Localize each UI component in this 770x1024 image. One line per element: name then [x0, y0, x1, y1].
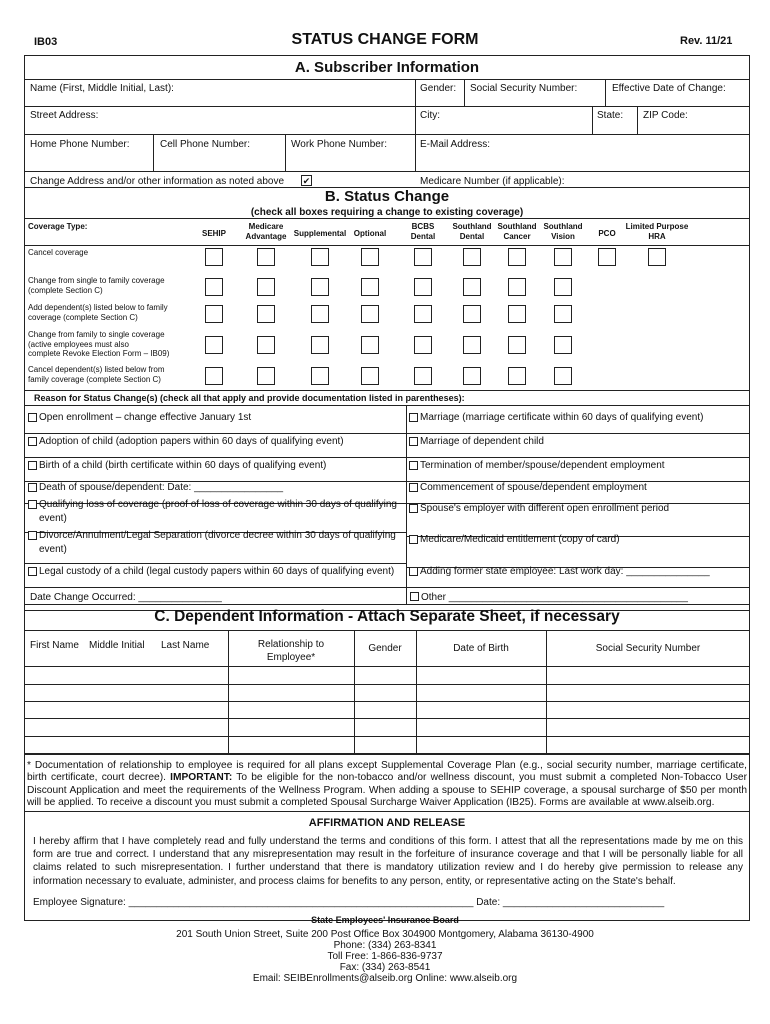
col-first-name: First Name — [30, 640, 79, 651]
state-label: State: — [597, 110, 624, 121]
zip-label: ZIP Code: — [643, 110, 688, 121]
reason-checkbox[interactable] — [409, 567, 418, 576]
coverage-checkbox[interactable] — [414, 278, 432, 296]
reason-right-label: Marriage (marriage certificate within 60 days of qualifying event) — [420, 412, 704, 423]
city-label: City: — [420, 110, 440, 121]
reason-checkbox[interactable] — [409, 461, 418, 470]
coverage-checkbox[interactable] — [311, 336, 329, 354]
coverage-col-header-line2: HRA — [648, 232, 666, 241]
coverage-checkbox[interactable] — [463, 336, 481, 354]
coverage-checkbox[interactable] — [361, 248, 379, 266]
footer-address: 201 South Union Street, Suite 200 Post Office Box 304900 Montgomery, Alabama 36130-4900 — [176, 929, 594, 940]
other-label: Other ___________________________________________ — [421, 592, 688, 603]
reason-left-label: Adoption of child (adoption papers within 60 days of qualifying event) — [39, 436, 344, 447]
reason-checkbox[interactable] — [28, 413, 37, 422]
email-label: E-Mail Address: — [420, 139, 491, 150]
footer-org: State Employees' Insurance Board — [311, 915, 459, 925]
coverage-col-header-line2: SEHIP — [201, 229, 226, 238]
col-dob: Date of Birth — [453, 643, 509, 654]
footer-tollfree: Toll Free: 1-866-836-9737 — [327, 951, 443, 962]
section-a-title: A. Subscriber Information — [294, 59, 480, 76]
coverage-checkbox[interactable] — [361, 367, 379, 385]
reason-checkbox[interactable] — [28, 567, 37, 576]
important-label: IMPORTANT: — [170, 772, 233, 784]
coverage-checkbox[interactable] — [463, 248, 481, 266]
important-text: To be eligible for the non-tobacco and/or wellness discount, you must submit a completed Non-Tobacco User Discount Application and meet the requirements of the Wellness Program. When adding a spouse to SEHIP coverage, a spousal surcharge of $50 per month will be applied. To receive a discount you must submit a completed Spousal Surcharge Waiver Application (IB25). Forms are available at www.alseib.org. — [27, 772, 747, 808]
coverage-checkbox[interactable] — [361, 336, 379, 354]
home-phone-label: Home Phone Number: — [30, 139, 130, 150]
reason-right-label: Commencement of spouse/dependent employment — [420, 482, 647, 493]
section-b-title: B. Status Change — [324, 188, 450, 205]
reason-right-label: Spouse's employer with different open enrollment period — [420, 503, 670, 514]
coverage-col-header-line1: BCBS — [411, 222, 435, 231]
name-label: Name (First, Middle Initial, Last): — [30, 83, 174, 94]
reason-checkbox[interactable] — [409, 483, 418, 492]
coverage-checkbox[interactable] — [414, 305, 432, 323]
medicare-label: Medicare Number (if applicable): — [420, 176, 565, 187]
coverage-col-header-line2: Vision — [551, 232, 575, 241]
coverage-checkbox[interactable] — [257, 336, 275, 354]
coverage-checkbox[interactable] — [414, 336, 432, 354]
form-title: STATUS CHANGE FORM — [291, 31, 479, 48]
coverage-col-header-line2: Optional — [353, 229, 387, 238]
effective-date-label: Effective Date of Change: — [612, 83, 726, 94]
coverage-type-label: Coverage Type: — [28, 222, 88, 231]
coverage-row-label: Add dependent(s) listed below to family — [28, 303, 168, 312]
coverage-row-label: complete Revoke Election Form – IB09) — [28, 349, 170, 358]
coverage-col-header-line2: PCO — [598, 229, 616, 238]
coverage-col-header-line2: Cancer — [503, 232, 531, 241]
coverage-checkbox[interactable] — [554, 248, 572, 266]
reason-left-label: Open enrollment – change effective January 1st — [39, 412, 252, 423]
section-c-title: C. Dependent Information - Attach Separate Sheet, if necessary — [154, 608, 620, 625]
col-middle-initial: Middle Initial — [89, 640, 145, 651]
coverage-col-header-line1: Limited Purpose — [625, 222, 689, 231]
col-last-name: Last Name — [161, 640, 210, 651]
col-ssn: Social Security Number — [595, 643, 701, 654]
cell-phone-label: Cell Phone Number: — [160, 139, 251, 150]
col-relationship-1: Relationship to — [257, 639, 325, 650]
coverage-checkbox[interactable] — [508, 248, 526, 266]
coverage-checkbox[interactable] — [257, 278, 275, 296]
col-gender: Gender — [368, 643, 402, 654]
ssn-label: Social Security Number: — [470, 83, 578, 94]
coverage-row-label: Change from single to family coverage — [28, 276, 165, 285]
footnote-text: * Documentation of relationship to employee is required for all plans except Supplemental Coverage Plan (e.g., social security number, marriage certificate, birth certificate, court decree). — [27, 760, 747, 784]
coverage-col-header-line1: Southland — [543, 222, 583, 231]
reason-left-label: Qualifying loss of coverage (proof of loss of coverage within 30 days of qualifying — [39, 499, 397, 510]
coverage-checkbox[interactable] — [414, 367, 432, 385]
coverage-checkbox[interactable] — [554, 305, 572, 323]
coverage-col-header-line1: Medicare — [248, 222, 284, 231]
street-label: Street Address: — [30, 110, 99, 121]
coverage-checkbox[interactable] — [205, 336, 223, 354]
section-c-frame — [24, 604, 750, 754]
coverage-col-header-line2: Dental — [459, 232, 485, 241]
footer-fax: Fax: (334) 263-8541 — [339, 962, 431, 973]
change-address-label: Change Address and/or other information as noted above — [30, 176, 285, 187]
coverage-checkbox[interactable] — [508, 278, 526, 296]
coverage-checkbox[interactable] — [508, 336, 526, 354]
coverage-row-label: family coverage (complete Section C) — [28, 374, 161, 384]
affirmation-title: AFFIRMATION AND RELEASE — [308, 817, 466, 829]
reason-checkbox[interactable] — [28, 437, 37, 446]
reason-checkbox[interactable] — [28, 483, 37, 492]
revision: Rev. 11/21 — [680, 35, 733, 47]
footnote-paragraph — [27, 760, 747, 809]
reason-left-label: event) — [39, 513, 67, 524]
reason-checkbox[interactable] — [409, 437, 418, 446]
reason-right-label: Termination of member/spouse/dependent employment — [420, 460, 665, 471]
coverage-checkbox[interactable] — [463, 367, 481, 385]
date-change-label: Date Change Occurred: _______________ — [30, 592, 222, 603]
col-relationship-2: Employee* — [266, 652, 316, 663]
coverage-checkbox[interactable] — [257, 248, 275, 266]
reason-checkbox[interactable] — [28, 461, 37, 470]
coverage-checkbox[interactable] — [463, 305, 481, 323]
reason-checkbox[interactable] — [409, 535, 418, 544]
signature-line[interactable]: Employee Signature: ______________________________________________________________ Date: _____________________________ — [33, 897, 665, 908]
coverage-checkbox[interactable] — [508, 305, 526, 323]
coverage-row-label: coverage (complete Section C) — [28, 312, 138, 322]
coverage-checkbox[interactable] — [554, 336, 572, 354]
form-id: IB03 — [34, 36, 58, 48]
coverage-col-header-line2: Dental — [410, 232, 436, 241]
coverage-checkbox[interactable] — [463, 278, 481, 296]
change-address-checkbox[interactable]: ✔ — [302, 176, 311, 186]
section-b-subtitle: (check all boxes requiring a change to existing coverage) — [250, 207, 524, 218]
coverage-checkbox[interactable] — [311, 367, 329, 385]
coverage-checkbox[interactable] — [311, 305, 329, 323]
coverage-checkbox[interactable] — [311, 278, 329, 296]
reason-left-label: Death of spouse/dependent: Date: ________________ — [39, 482, 284, 493]
reason-checkbox[interactable] — [409, 413, 418, 422]
reason-checkbox[interactable] — [28, 531, 37, 540]
footer-phone: Phone: (334) 263-8341 — [333, 940, 437, 951]
coverage-checkbox[interactable] — [361, 305, 379, 323]
coverage-row-label: Cancel dependent(s) listed below from — [28, 365, 165, 374]
reason-left-label: event) — [39, 544, 67, 555]
coverage-checkbox[interactable] — [205, 248, 223, 266]
work-phone-label: Work Phone Number: — [291, 139, 387, 150]
coverage-col-header-line2: Advantage — [245, 232, 287, 241]
reason-right-label: Medicare/Medicaid entitlement (copy of card) — [420, 534, 620, 545]
coverage-checkbox[interactable] — [554, 367, 572, 385]
coverage-checkbox[interactable] — [257, 305, 275, 323]
reason-right-label: Marriage of dependent child — [420, 436, 544, 447]
reason-left-label: Birth of a child (birth certificate within 60 days of qualifying event) — [39, 460, 327, 471]
reason-right-label: Adding former state employee: Last work day: _______________ — [420, 566, 710, 577]
reason-checkbox[interactable] — [28, 500, 37, 509]
gender-label: Gender: — [420, 83, 457, 94]
coverage-row-label: Cancel coverage — [28, 248, 89, 257]
coverage-checkbox[interactable] — [648, 248, 666, 266]
other-checkbox[interactable] — [410, 592, 419, 601]
affirmation-text: I hereby affirm that I have completely read and fully understand the terms and conditions of this form. I attest that all the representations made by me on this form are true and correct. I understand that any misrepresentation may result in the forfeiture of insurance coverage and that I will be personally liable for all claims related to such misrepresentation. I further understand that there is mandatory utilization review and I do hereby give permission to release any information necessary to evaluate, administer, and process claims for benefits to any person, entity, or representative acting on the State's behalf. — [33, 836, 743, 887]
coverage-row-label: Change from family to single coverage — [28, 330, 165, 339]
reason-left-label: Legal custody of a child (legal custody papers within 60 days of qualifying event) — [39, 566, 395, 577]
coverage-row-label: (active employees must also — [28, 339, 129, 349]
coverage-checkbox[interactable] — [205, 278, 223, 296]
reason-checkbox[interactable] — [409, 504, 418, 513]
coverage-checkbox[interactable] — [257, 367, 275, 385]
coverage-checkbox[interactable] — [311, 248, 329, 266]
coverage-col-header-line2: Supplemental — [293, 229, 347, 238]
coverage-checkbox[interactable] — [414, 248, 432, 266]
coverage-row-label: (complete Section C) — [28, 285, 103, 295]
coverage-checkbox[interactable] — [554, 278, 572, 296]
reason-left-label: Divorce/Annulment/Legal Separation (divorce decree within 30 days of qualifying — [39, 530, 396, 541]
coverage-checkbox[interactable] — [508, 367, 526, 385]
coverage-col-header-line1: Southland — [497, 222, 537, 231]
footer-email: Email: SEIBEnrollments@alseib.org Online: www.alseib.org — [252, 973, 518, 984]
coverage-checkbox[interactable] — [598, 248, 616, 266]
reason-heading: Reason for Status Change(s) (check all that apply and provide documentation listed in parentheses): — [34, 393, 465, 403]
coverage-checkbox[interactable] — [361, 278, 379, 296]
coverage-col-header-line1: Southland — [452, 222, 492, 231]
coverage-checkbox[interactable] — [205, 305, 223, 323]
coverage-checkbox[interactable] — [205, 367, 223, 385]
